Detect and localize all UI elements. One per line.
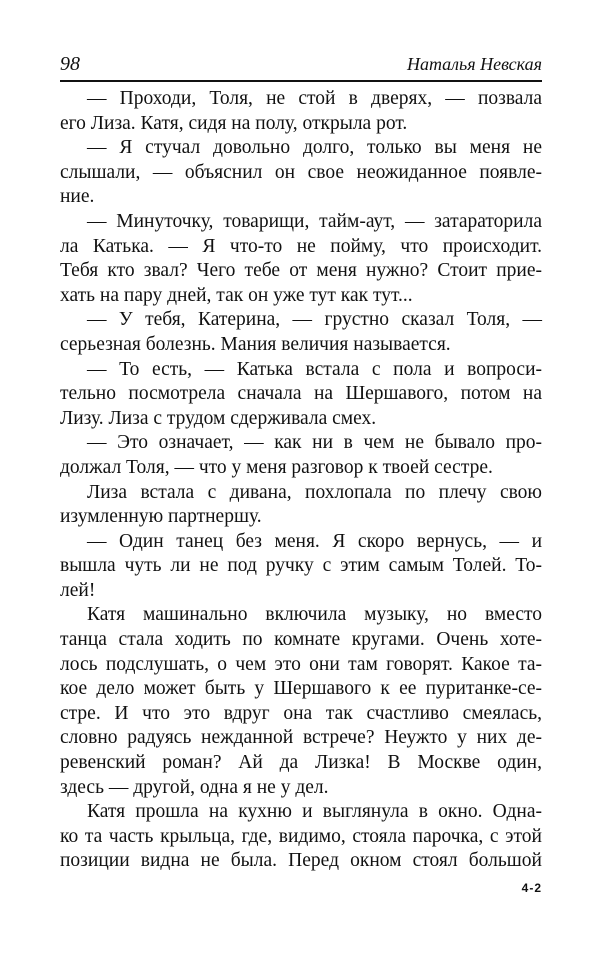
text-line: — У тебя, Катерина, — грустно сказал Толя, — <box>87 309 542 331</box>
running-title: Наталья Невская <box>406 54 542 74</box>
text-line: серьезная болезнь. Мания величия называется. <box>60 333 451 355</box>
text-line: здесь — другой, одна я не у дел. <box>60 776 329 798</box>
text-line: Тебя кто звал? Чего тебе от меня нужно? Стоит прие- <box>60 260 542 282</box>
text-line: Лиза встала с дивана, похлопала по плечу свою <box>87 481 542 503</box>
text-line: ла Катька. — Я что-то не пойму, что происходит. <box>60 235 542 257</box>
body-text <box>60 87 542 874</box>
text-line: — Один танец без меня. Я скоро вернусь, — и <box>87 530 542 552</box>
text-line: его Лиза. Катя, сидя на полу, открыла рот. <box>60 112 408 134</box>
text-line: хать на пару дней, так он уже тут как тут... <box>60 284 413 306</box>
page-header <box>60 52 542 80</box>
text-line: — Это означает, — как ни в чем не бывало про- <box>87 432 542 454</box>
text-line: тельно посмотрела сначала на Шершавого, потом на <box>60 383 542 405</box>
text-line: слышали, — объяснил он свое неожиданное появле- <box>60 161 542 183</box>
text-line: — Проходи, Толя, не стой в дверях, — позвала <box>87 88 542 109</box>
text-line: вышла чуть ли не под ручку с этим самым Толей. То- <box>60 555 542 577</box>
text-line: Лизу. Лиза с трудом сдерживала смех. <box>60 407 377 429</box>
page-number: 98 <box>60 53 80 75</box>
header-rule <box>60 80 542 82</box>
text-line: ревенский роман? Ай да Лизка! В Москве один, <box>60 752 542 774</box>
text-line: танца стала ходить по комнате кругами. Очень хоте- <box>60 629 542 651</box>
text-line: кое дело может быть у Шершавого к ее пуританке-се- <box>60 678 542 700</box>
text-line: лей! <box>60 579 96 601</box>
text-line: лось подслушать, о чем это они там говорят. Какое та- <box>60 653 542 675</box>
text-line: Катя машинально включила музыку, но вместо <box>87 604 542 626</box>
text-line: — Минуточку, товарищи, тайм-аут, — затараторила <box>87 210 542 232</box>
text-line: словно радуясь нежданной встрече? Неужто у них де- <box>60 727 542 749</box>
text-line: ние. <box>60 186 95 208</box>
text-line: — Я стучал довольно долго, только вы меня не <box>87 137 542 159</box>
text-line: — То есть, — Катька встала с пола и вопроси- <box>87 358 542 380</box>
text-line: позиции видна не была. Перед окном стоял большой <box>60 850 542 872</box>
printer-signature: 4-2 <box>521 881 542 895</box>
text-line: ко та часть крыльца, где, видимо, стояла парочка, с этой <box>60 825 542 847</box>
text-line: должал Толя, — что у меня разговор к твоей сестре. <box>60 456 493 478</box>
text-line: Катя прошла на кухню и выглянула в окно. Одна- <box>87 801 542 823</box>
text-line: изумленную партнершу. <box>60 506 262 528</box>
text-line: стре. И что это вдруг она так счастливо смеялась, <box>60 702 542 724</box>
